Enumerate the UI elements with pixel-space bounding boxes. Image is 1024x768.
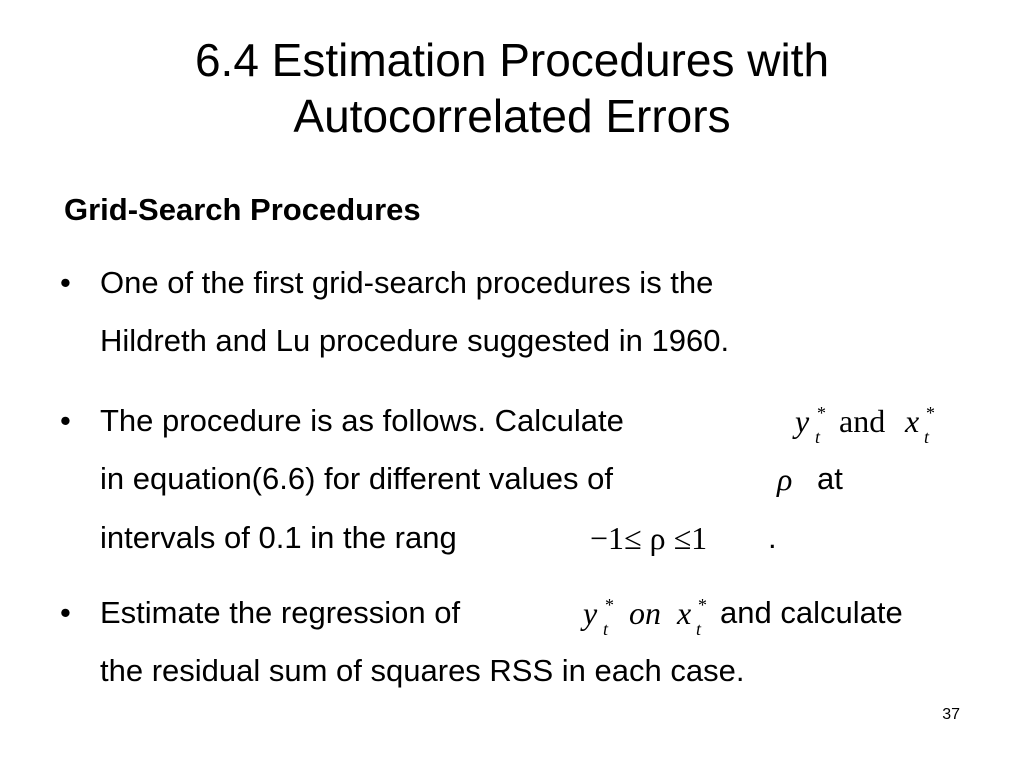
math-y: y	[583, 595, 598, 631]
math-star: *	[605, 595, 614, 615]
bullet-marker: •	[60, 403, 71, 438]
math-sub-t: t	[815, 427, 821, 447]
math-rho-range: −1≤ ρ ≤1	[590, 520, 708, 556]
math-sub-t: t	[924, 427, 930, 447]
slide-title	[0, 32, 1024, 144]
math-x: x	[905, 403, 920, 439]
math-star: *	[926, 403, 935, 423]
math-x: x	[677, 595, 692, 631]
bullet-1-line-2: Hildreth and Lu procedure suggested in 1960.	[100, 323, 730, 358]
math-and: and	[839, 403, 886, 439]
page-number: 37	[942, 706, 960, 723]
section-heading: Grid-Search Procedures	[64, 192, 421, 227]
title-line-1: 6.4 Estimation Procedures with	[194, 34, 830, 86]
math-rho: ρ	[777, 461, 793, 497]
math-star: *	[698, 595, 707, 615]
bullet-3-line-2: the residual sum of squares RSS in each case.	[100, 653, 745, 688]
bullet-1-line-1: One of the first grid-search procedures is the	[100, 265, 714, 300]
math-y: y	[795, 403, 810, 439]
bullet-2-line-2: in equation(6.6) for different values of	[100, 461, 613, 496]
bullet-3-line-1-end: and calculate	[720, 595, 903, 630]
bullet-2-line-1: The procedure is as follows. Calculate	[100, 403, 624, 438]
bullet-2-line-3: intervals of 0.1 in the rang	[100, 520, 457, 555]
bullet-marker: •	[60, 595, 71, 630]
math-yt-and-xt	[795, 402, 935, 447]
bullet-2-line-2-end: at	[817, 461, 843, 496]
math-yt-on-xt	[583, 594, 707, 639]
bullet-marker: •	[60, 265, 71, 300]
math-sub-t: t	[603, 619, 609, 639]
math-sub-t: t	[696, 619, 702, 639]
title-line-2: Autocorrelated Errors	[293, 90, 731, 142]
bullet-2-line-3-end: .	[768, 520, 777, 555]
math-on: on	[629, 595, 661, 631]
math-star: *	[817, 403, 826, 423]
bullet-3-line-1: Estimate the regression of	[100, 595, 461, 630]
